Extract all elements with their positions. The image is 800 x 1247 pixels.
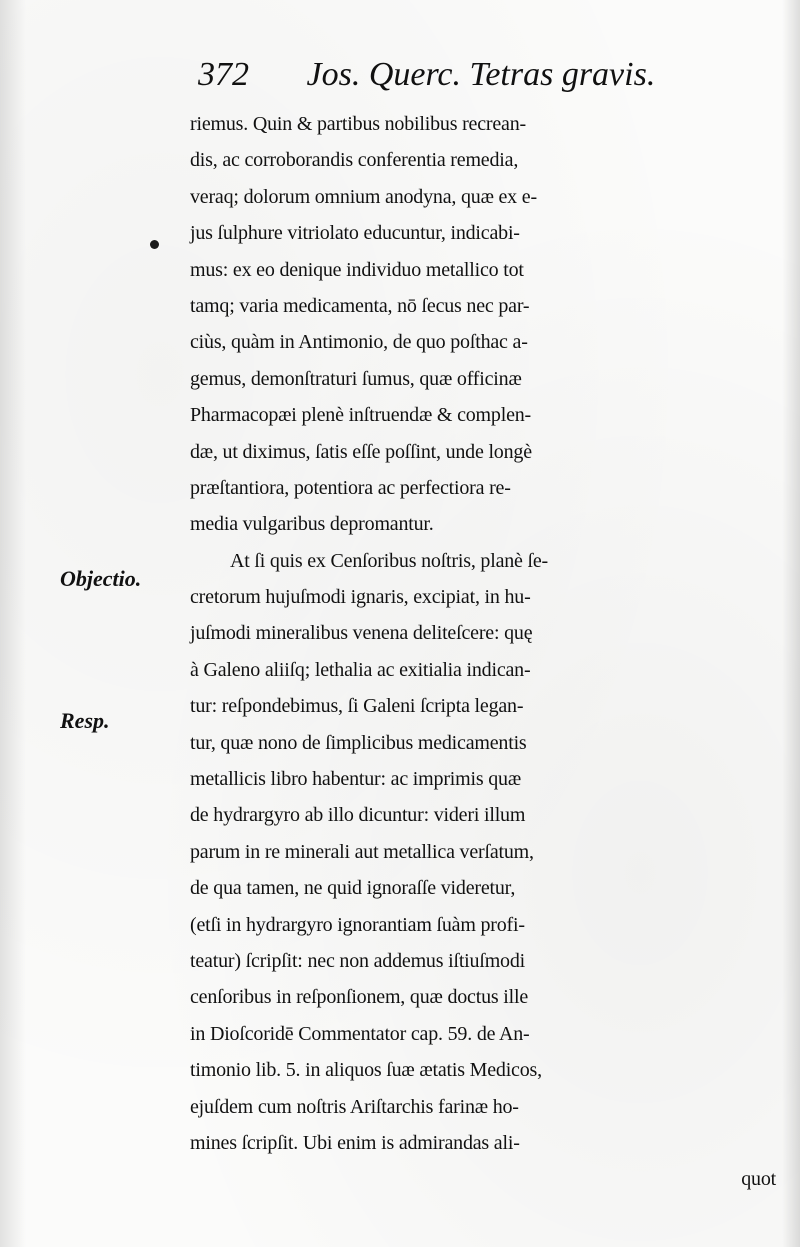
page-header — [198, 56, 758, 100]
text-line: parum in re minerali aut metallica verſatum, — [190, 840, 534, 863]
text-line: præſtantiora, potentiora ac perfectiora re- — [190, 476, 511, 499]
ink-speck — [150, 240, 159, 249]
text-line: mines ſcripſit. Ubi enim is admirandas ali- — [190, 1131, 520, 1154]
text-line: in Dioſcoridē Commentator cap. 59. de An- — [190, 1022, 530, 1045]
body-text — [190, 106, 786, 1198]
text-line: cretorum hujuſmodi ignaris, excipiat, in hu- — [190, 586, 531, 609]
text-line: dis, ac corroborandis conferentia remedia, — [190, 149, 519, 172]
text-line: cenſoribus in reſponſionem, quæ doctus ille — [190, 986, 529, 1009]
margin-note-response: Resp. — [60, 708, 110, 733]
text-line: tur: reſpondebimus, ſi Galeni ſcripta legan- — [190, 695, 524, 718]
catchword: quot — [741, 1168, 776, 1191]
text-line: riemus. Quin & partibus nobilibus recrean- — [190, 113, 526, 135]
text-line: de hydrargyro ab illo dicuntur: videri illum — [190, 804, 526, 827]
text-line: metallicis libro habentur: ac imprimis quæ — [190, 768, 521, 791]
text-line: juſmodi mineralibus venena deliteſcere: quę — [190, 622, 533, 645]
paragraph-start-line: At ſi quis ex Cenſoribus noſtris, planè ſe- — [230, 549, 549, 572]
text-line: dæ, ut diximus, ſatis eſſe poſſint, unde longè — [190, 440, 532, 463]
text-line: teatur) ſcripſit: nec non addemus iſtiuſmodi — [190, 949, 526, 972]
text-line: media vulgaribus depromantur. — [190, 513, 434, 536]
text-line: gemus, demonſtraturi ſumus, quæ officinæ — [190, 367, 522, 390]
gutter-shadow — [0, 0, 26, 1247]
text-line: mus: ex eo denique individuo metallico tot — [190, 258, 524, 281]
text-line: ejuſdem cum noſtris Ariſtarchis farinæ ho- — [190, 1095, 519, 1118]
text-line: à Galeno aliiſq; lethalia ac exitialia indican- — [190, 658, 531, 681]
text-line: de qua tamen, ne quid ignoraſſe videretur, — [190, 877, 516, 900]
text-line: timonio lib. 5. in aliquos ſuæ ætatis Medicos, — [190, 1059, 542, 1082]
text-line: tamq; varia medicamenta, nō ſecus nec par- — [190, 294, 530, 317]
text-line: tur, quæ nono de ſimplicibus medicamentis — [190, 731, 527, 754]
text-line: Pharmacopæi plenè inſtruendæ & complen- — [190, 404, 532, 427]
text-line: veraq; dolorum omnium anodyna, quæ ex e- — [190, 185, 537, 208]
page-number: 372 — [198, 56, 249, 93]
text-line: (etſi in hydrargyro ignorantiam ſuàm profi- — [190, 913, 525, 936]
margin-note-objection: Objectio. — [60, 566, 142, 591]
text-line: ciùs, quàm in Antimonio, de quo poſthac a- — [190, 331, 528, 354]
text-line: jus ſulphure vitriolato educuntur, indicabi- — [190, 222, 520, 245]
running-title: Jos. Querc. Tetras gravis. — [306, 56, 656, 93]
